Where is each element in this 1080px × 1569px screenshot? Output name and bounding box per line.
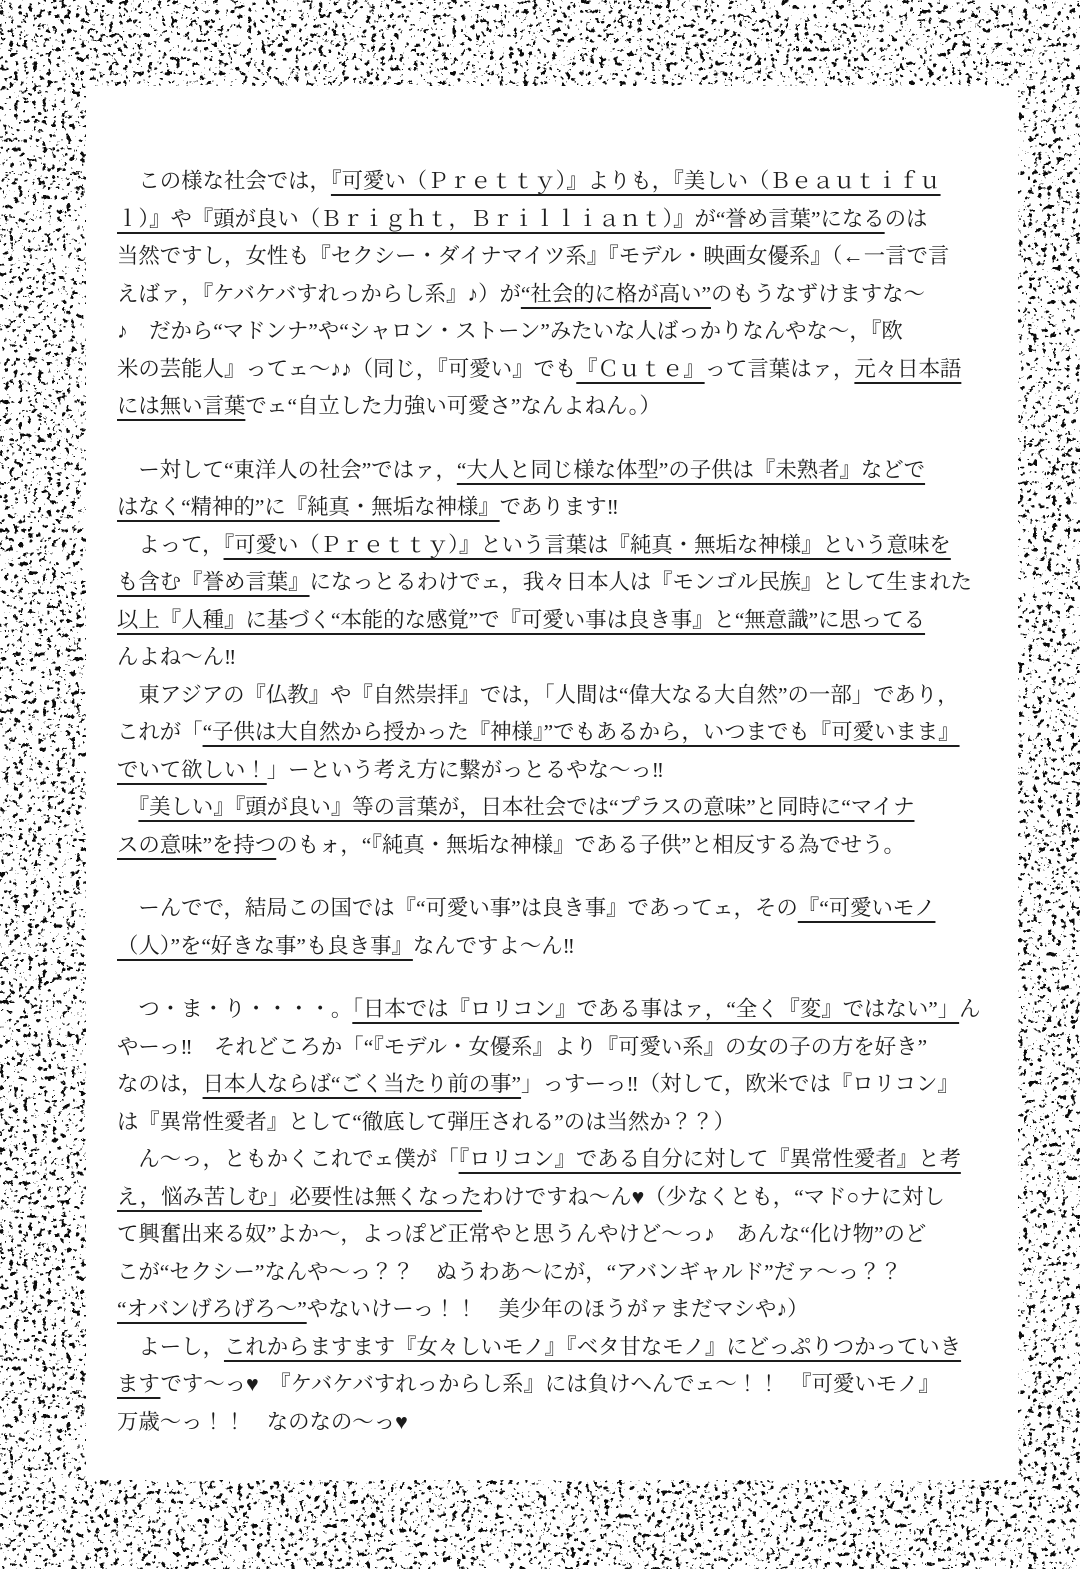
text-block [117,163,983,1441]
text-line [117,1291,983,1329]
underlined-text: ます [117,1372,161,1396]
text-segment: 」ーという考え方に繋がっとるやな～っ‼ [266,757,665,782]
text-segment: わけですね～ん♥（少なくとも，“マド○ナに対し [481,1184,945,1209]
text-line [117,313,983,351]
underlined-text: でいて欲しい！ [117,757,267,782]
text-segment: ん [959,997,981,1021]
underlined-text: も含む『誉め言葉』 [117,570,310,594]
underlined-text: 『ロリコン』である自分に対して『異常性愛者』と考 [458,1147,961,1171]
underlined-text: 『Ｃｕｔｅ』 [576,356,705,381]
underlined-text: “オバンげろげろ～” [117,1297,307,1321]
text-line [117,452,983,490]
text-line [117,1179,983,1217]
text-segment: つ・ま・り・・・・。 [117,997,353,1021]
underlined-text: はなく“精神的”に『純真・無垢な神様』 [117,495,500,519]
underlined-text: （人）”を“好きな事”も良き事』 [117,933,413,958]
text-line [117,201,983,239]
text-segment: えばァ，『ケバケバすれっからし系』♪）が [117,281,521,306]
underlined-text: には無い言葉 [117,394,246,418]
underlined-text: “大人と同じ様な体型”の子供は『未熟者』などで [456,457,926,482]
text-line [117,1141,983,1179]
text-line [117,789,983,827]
text-line [117,1104,983,1142]
text-segment: 万歳～っ！！ なのなの～っ♥ [117,1409,408,1434]
underlined-text: ｌ）』や『頭が良い（Ｂｒｉｇｈｔ，Ｂｒｉｌｌｉａｎｔ）』が“誉め言葉”になる [117,206,885,231]
underlined-text: 以上『人種』に基づく“本能的な感覚”で『可愛い事は良き事』と“無意識”に思ってる [117,607,926,632]
text-segment: なんですよ～ん‼ [412,933,575,958]
text-line [117,351,983,389]
text-segment: んよね～ん‼ [117,645,237,669]
text-segment: であります‼ [499,495,619,519]
text-line [117,163,983,201]
text-segment: なのは， [117,1072,203,1096]
text-line [117,1254,983,1292]
text-segment: ーんでで，結局この国では『“可愛い事”は良き事』であってェ，その [117,896,798,920]
text-line [117,489,983,527]
text-segment: のもォ，“『純真・無垢な神様』である子供”と相反する為でせう。 [276,832,905,857]
text-segment: て興奮出来る奴”よか～，よっぽど正常やと思うんやけど～っ♪ あんな“化け物”のど [117,1222,927,1246]
text-segment: やーっ‼ それどころか「“『モデル・女優系』より『可愛い系』の女の子の方を好き” [117,1034,928,1059]
text-line [117,238,983,276]
text-line [117,827,983,865]
text-segment: です～っ♥ 『ケバケバすれっからし系』には負けへんでェ～！！ 『可愛いモノ』 [160,1372,940,1396]
text-line [117,714,983,752]
text-line [117,890,983,928]
underlined-text: “子供は大自然から授かった『神様』”でもあるから，いつまでも『可愛いまま』 [202,720,960,744]
underlined-text: スの意味”を持つ [117,832,277,857]
underlined-text: 『可愛い（Ｐｒｅｔｔｙ）』という言葉は『純真・無垢な神様』という意味を [223,532,951,557]
underlined-text: 『“可愛いモノ [797,896,936,920]
text-segment: ♪ だから“マドンナ”や“シャロン・ストーン”みたいな人ばっかりなんやな～，『欧 [117,319,903,343]
text-line [117,928,983,966]
underlined-text: 元々日本語 [854,356,962,381]
text-segment: 米の芸能人』ってェ～♪♪（同じ，『可愛い』でも [117,356,577,381]
underlined-text: 「日本では『ロリコン』である事はァ，“全く『変』ではない”」 [352,997,960,1021]
underlined-text: これからますます『女々しいモノ』『ベタ甘なモノ』にどっぷりつかっていき [223,1334,962,1359]
text-line [117,639,983,677]
text-segment: のは [884,206,928,231]
text-line [117,602,983,640]
text-segment: これが「 [117,720,203,744]
text-line [117,527,983,565]
text-segment: よーし， [117,1334,224,1359]
text-line [117,991,983,1029]
text-line [117,677,983,715]
text-segment: ー対して“東洋人の社会”ではァ， [117,457,457,482]
text-line [117,1029,983,1067]
text-segment: この様な社会では， [117,169,331,193]
text-segment [117,795,138,819]
text-line [117,564,983,602]
text-segment: やないけーっ！！ 美少年のほうがァまだマシや♪） [306,1297,809,1321]
text-line [117,1366,983,1404]
text-segment: になっとるわけでェ，我々日本人は『モンゴル民族』として生まれた [309,570,973,594]
text-line [117,1404,983,1442]
text-segment: 当然ですし，女性も『セクシー・ダイナマイツ系』『モデル・映画女優系』（←一言で言 [117,244,950,268]
text-line [117,1066,983,1104]
text-line [117,1329,983,1367]
text-line [117,752,983,790]
text-segment: は『異常性愛者』として“徹底して弾圧される”のは当然か？？） [117,1109,735,1134]
underlined-text: 『美しい』『頭が良い』等の言葉が，日本社会では“プラスの意味”と同時に“マイナ [138,795,915,819]
text-segment: よって， [117,532,224,557]
underlined-text: え，悩み苦しむ」必要性は無くなった [117,1184,482,1209]
text-segment: でェ“自立した力強い可愛さ”なんよねん。） [245,394,661,418]
text-segment: 東アジアの『仏教』や『自然崇拝』では，「人間は“偉大なる大自然”の一部」であり， [117,682,959,707]
text-segment: 」っすーっ‼（対して，欧米では『ロリコン』 [521,1072,959,1096]
underlined-text: 『可愛い（Ｐｒｅｔｔｙ）』よりも，『美しい（Ｂｅａｕｔｉｆｕ [330,169,941,193]
text-segment: こが“セクシー”なんや～っ？？ ぬうわあ～にが，“アバンギャルド”だァ～っ？？ [117,1259,902,1284]
text-line [117,276,983,314]
text-line [117,388,983,426]
text-segment: ん～っ，ともかくこれでェ僕が「 [117,1147,459,1171]
text-line [117,1216,983,1254]
underlined-text: “社会的に格が高い” [520,281,711,306]
underlined-text: 日本人ならば“ごく当たり前の事” [202,1072,522,1096]
text-segment: って言葉はァ， [704,356,855,381]
text-segment: のもうなずけますな～ [710,281,925,306]
